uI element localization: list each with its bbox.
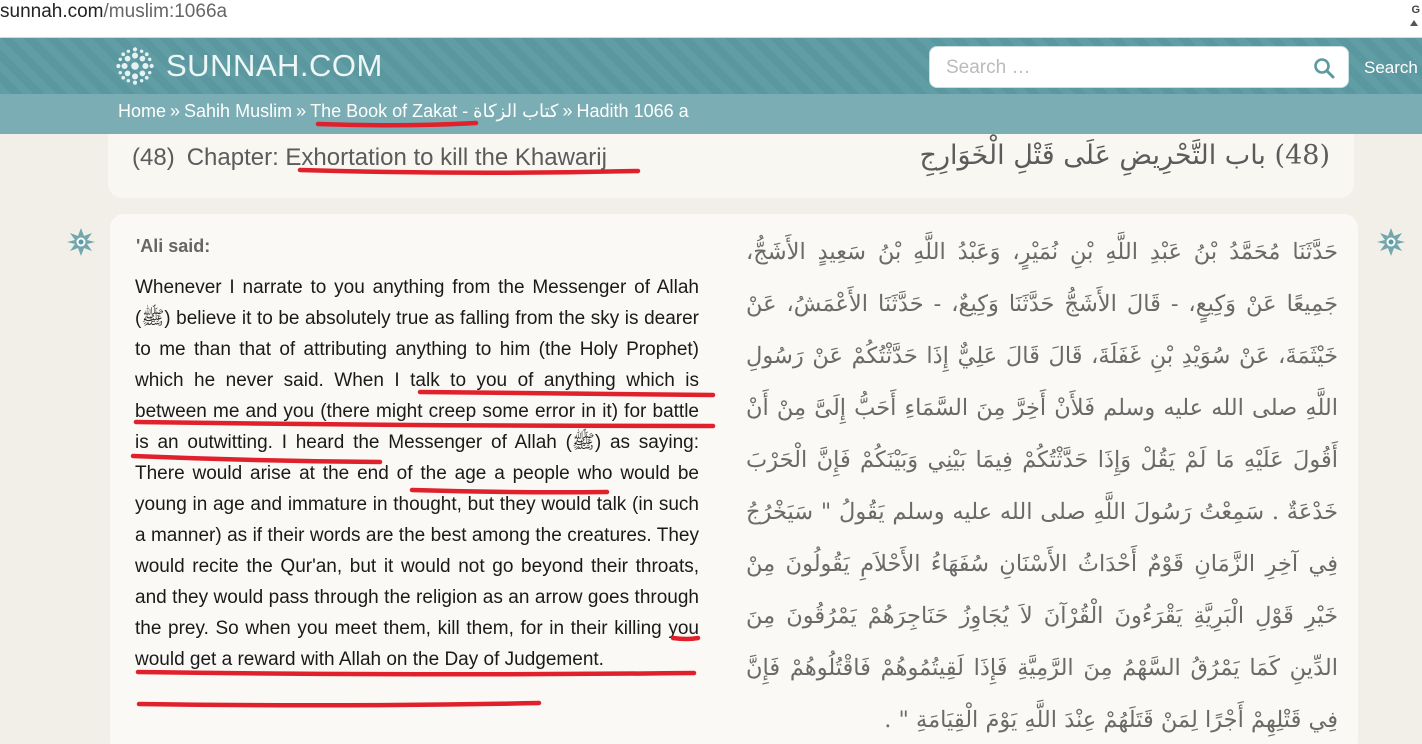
search-button[interactable]: Search <box>1364 58 1418 77</box>
scroll-up-arrow-icon[interactable] <box>1410 20 1418 26</box>
breadcrumb-book-of-zakat[interactable]: The Book of Zakat - كتاب الزكاة <box>310 101 559 121</box>
breadcrumb <box>118 101 689 122</box>
sunnah-rosette-icon <box>116 47 154 85</box>
breadcrumb-separator: » <box>170 101 181 121</box>
url-path: /muslim:1066a <box>103 1 228 22</box>
chapter-number: (48) <box>132 144 175 171</box>
search-icon[interactable] <box>1312 56 1336 80</box>
hadith-english-text: Whenever I narrate to you anything from the Messenger of Allah (ﷺ) believe it to be absolutely true as falling from the sky is dearer to me than that of attributing anything to him (the Holy Prophet) which he never said. When I talk to you of anything which is between me and you (there might creep some error in it) for battle is an outwitting. I heard the Messenger of Allah (ﷺ) as saying: There would arise at the end of the age a people who would be young in age and immature in thought, but they would talk (in such a manner) as if their words are the best among the creatures. They would recite the Qur'an, but it would not go beyond their throats, and they would pass through the religion as an arrow goes through the prey. So when you meet them, kill them, for in their killing you would get a reward with Allah on the Day of Judgement. <box>135 277 699 670</box>
breadcrumb-hadith: Hadith 1066 a <box>576 101 689 121</box>
breadcrumb-separator: » <box>296 101 307 121</box>
chapter-number-arabic: (48) <box>1274 140 1330 171</box>
chapter-prefix: Chapter: <box>186 144 279 171</box>
url-text[interactable] <box>0 0 227 26</box>
chapter-name-arabic: باب التَّحْرِيضِ عَلَى قَتْلِ الْخَوَارِجِ <box>919 140 1266 171</box>
hadith-arabic-text: حَدَّثَنَا مُحَمَّدُ بْنُ عَبْدِ اللَّهِ بْنِ نُمَيْرٍ، وَعَبْدُ اللَّهِ بْنُ سَعِيدٍ الأَشَجُّ، جَمِيعًا عَنْ وَكِيعٍ، - قَالَ الأَشَجُّ حَدَّثَنَا وَكِيعٌ، - حَدَّثَنَا الأَعْمَشُ، عَنْ خَيْثَمَةَ، عَنْ سُوَيْدِ بْنِ غَفَلَةَ، قَالَ قَالَ عَلِيٌّ إِذَا حَدَّثْتُكُمْ عَنْ رَسُولِ اللَّهِ صلى الله عليه وسلم فَلأَنْ أَخِرَّ مِنَ السَّمَاءِ أَحَبُّ إِلَىَّ مِنْ أَنْ أَقُولَ عَلَيْهِ مَا لَمْ يَقُلْ وَإِذَا حَدَّثْتُكُمْ فِيمَا بَيْنِي وَبَيْنَكُمْ فَإِنَّ الْحَرْبَ خَدْعَةٌ . سَمِعْتُ رَسُولَ اللَّهِ صلى الله عليه وسلم يَقُولُ " سَيَخْرُجُ فِي آخِرِ الزَّمَانِ قَوْمٌ أَحْدَاثُ الأَسْنَانِ سُفَهَاءُ الأَحْلاَمِ يَقُولُونَ مِنْ خَيْرِ قَوْلِ الْبَرِيَّةِ يَقْرَءُونَ الْقُرْآنَ لاَ يُجَاوِزُ حَنَاجِرَهُمْ يَمْرُقُونَ مِنَ الدِّينِ كَمَا يَمْرُقُ السَّهْمُ مِنَ الرَّمِيَّةِ فَإِذَا لَقِيتُمُوهُمْ فَاقْتُلُوهُمْ فَإِنَّ فِي قَتْلِهِمْ أَجْرًا لِمَنْ قَتَلَهُمْ عِنْدَ اللَّهِ يَوْمَ الْقِيَامَةِ " . <box>746 239 1338 733</box>
site-logo[interactable] <box>116 48 383 84</box>
rosette-ornament-icon <box>1376 227 1406 257</box>
browser-url-bar[interactable] <box>0 0 1422 38</box>
search-input[interactable] <box>946 55 1306 81</box>
chapter-title-english <box>132 144 607 172</box>
logo-text: SUNNAH.COM <box>166 48 383 83</box>
url-domain: sunnah.com <box>0 1 104 22</box>
breadcrumb-bar <box>0 94 1422 134</box>
hadith-card <box>110 214 1358 744</box>
chapter-title-arabic <box>920 140 1330 171</box>
chapter-card <box>108 134 1354 198</box>
site-header <box>0 38 1422 94</box>
rosette-ornament-icon <box>66 227 96 257</box>
search-box[interactable] <box>929 46 1349 88</box>
chapter-name: Exhortation to kill the Khawarij <box>285 144 607 171</box>
google-icon[interactable]: G <box>1411 4 1420 16</box>
hadith-narrator: 'Ali said: <box>136 236 211 256</box>
breadcrumb-sahih-muslim[interactable]: Sahih Muslim <box>184 101 293 121</box>
breadcrumb-home[interactable]: Home <box>118 101 167 121</box>
breadcrumb-separator: » <box>562 101 573 121</box>
